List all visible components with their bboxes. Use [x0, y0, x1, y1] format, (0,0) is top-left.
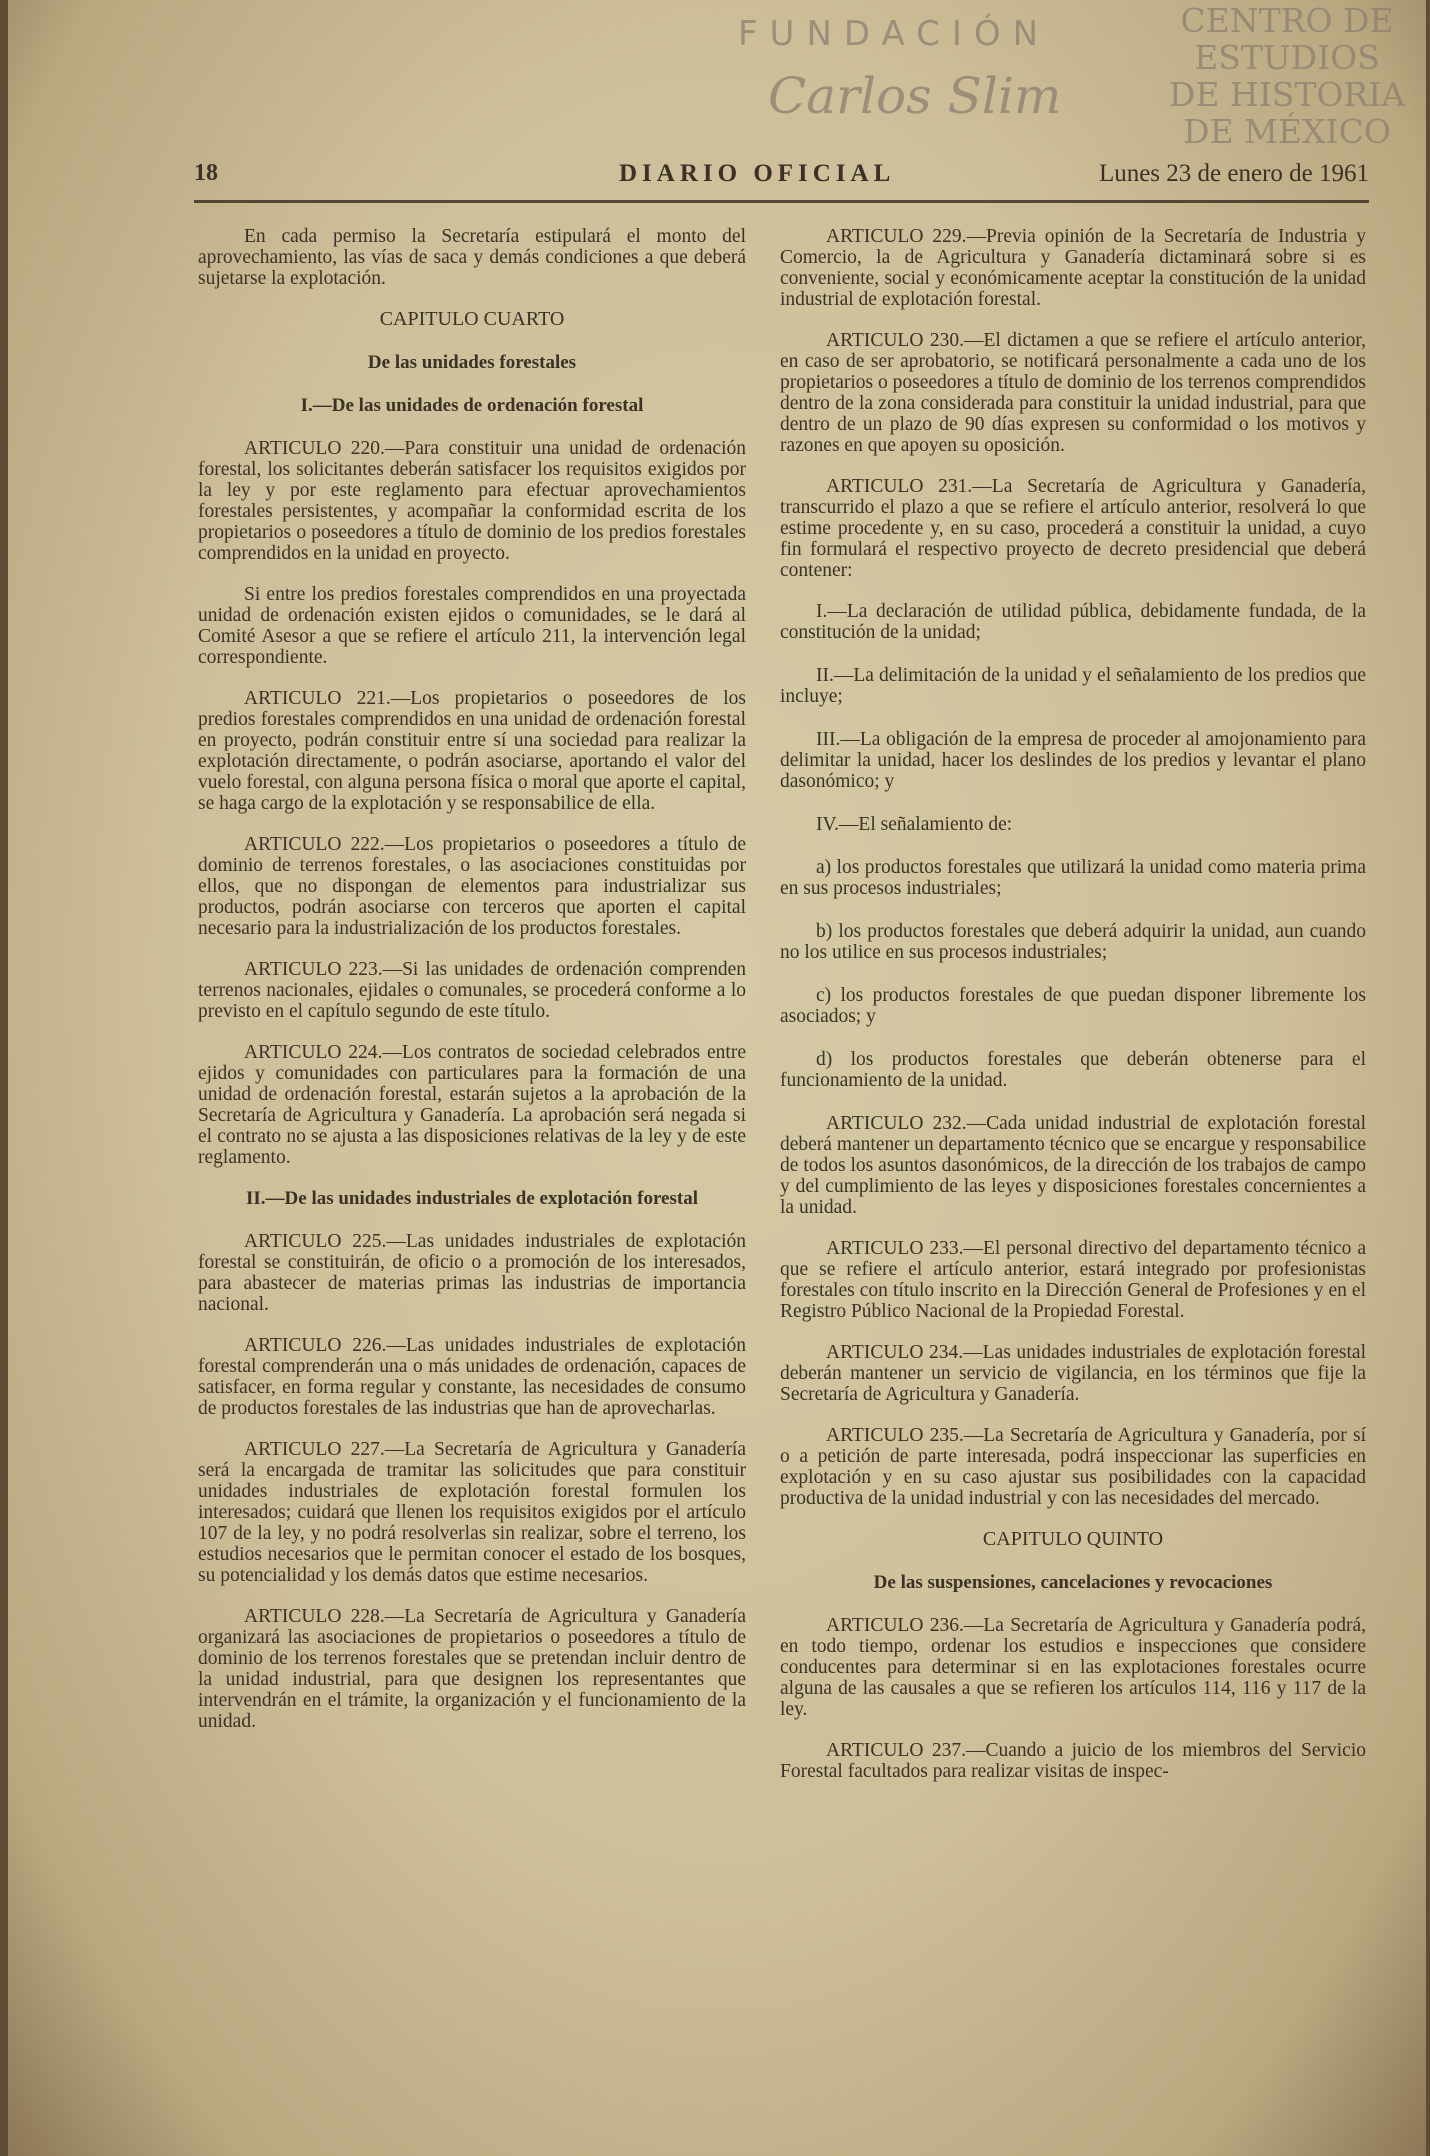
- watermark-line: ESTUDIOS: [1194, 38, 1380, 77]
- section-heading: II.—De las unidades industriales de explotación forestal: [246, 1188, 698, 1209]
- article-paragraph: En cada permiso la Secretaría estipulará el monto del aprovechamiento, las vías de saca y demás condiciones a que deberá sujetarse la explotación.: [198, 226, 746, 289]
- list-item: II.—La delimitación de la unidad y el señalamiento de los predios que incluye;: [780, 665, 1366, 707]
- list-item: a) los productos forestales que utilizará la unidad como materia prima en sus procesos industriales;: [780, 857, 1366, 899]
- left-column: [198, 226, 746, 1752]
- watermark-signature: Carlos Slim: [768, 67, 1062, 125]
- article-paragraph: ARTICULO 225.—Las unidades industriales de explotación forestal se constituirán, de oficio o a promoción de los interesados, para abastecer de materias primas las industrias de importancia nacional.: [198, 1231, 746, 1315]
- article-paragraph: ARTICULO 226.—Las unidades industriales de explotación forestal comprenderán una o más unidades de ordenación, capaces de satisfacer, en forma regular y constante, las necesidades de consumo de productos forestales de las industrias que han de aprovecharlas.: [198, 1335, 746, 1419]
- watermark-line: DE MÉXICO: [1183, 112, 1391, 151]
- article-paragraph: ARTICULO 227.—La Secretaría de Agricultura y Ganadería será la encargada de tramitar las solicitudes que para constituir unidades industriales de explotación forestal formulen los interesados; cuidará que llenen los requisitos exigidos por el artículo 107 de la ley, y no podrá resolverlas sin realizar, sobre el terreno, los estudios necesarios que le permitan conocer el estado de los bosques, su potencialidad y los demás datos que estime necesarios.: [198, 1439, 746, 1586]
- article-paragraph: ARTICULO 230.—El dictamen a que se refiere el artículo anterior, en caso de ser aprobatorio, se notificará personalmente a cada uno de los propietarios o poseedores a título de dominio de los terrenos comprendidos dentro de la zona considerada para constituir la unidad industrial, para que dentro de un plazo de 90 días expresen su conformidad o los motivos y razones en que apoyen su oposición.: [780, 330, 1366, 456]
- masthead: DIARIO OFICIAL: [619, 160, 896, 187]
- article-paragraph: ARTICULO 224.—Los contratos de sociedad celebrados entre ejidos y comunidades con particulares para la formación de una unidad de ordenación forestal, estarán sujetos a la aprobación de la Secretaría de Agricultura y Ganadería. La aprobación será negada si el contrato no se ajusta a las disposiciones relativas de la ley y de este reglamento.: [198, 1042, 746, 1168]
- header-rule: [194, 200, 1369, 203]
- article-paragraph: ARTICULO 222.—Los propietarios o poseedores a título de dominio de terrenos forestales, o las asociaciones constituidas por ellos, que no dispongan de elementos para industrializar sus productos, podrán asociarse con terceros que aporten el capital necesario para la industrialización de los productos forestales.: [198, 834, 746, 939]
- list-item: b) los productos forestales que deberá adquirir la unidad, aun cuando no los utilice en sus procesos industriales;: [780, 921, 1366, 963]
- article-paragraph: ARTICULO 223.—Si las unidades de ordenación comprenden terrenos nacionales, ejidales o comunales, se procederá conforme a lo previsto en el capítulo segundo de este título.: [198, 959, 746, 1022]
- watermark-archive: [1162, 2, 1412, 150]
- article-paragraph: ARTICULO 237.—Cuando a juicio de los miembros del Servicio Forestal facultados para realizar visitas de inspec-: [780, 1740, 1366, 1782]
- right-column: [780, 226, 1366, 1802]
- article-paragraph: ARTICULO 221.—Los propietarios o poseedores de los predios forestales comprendidos en una unidad de ordenación forestal en proyecto, podrán constituir entre sí una sociedad para realizar la explotación directamente, o podrán asociarse, aportando el valor del vuelo forestal, con alguna persona física o moral que aporte el capital, se haga cargo de la explotación y se responsabilice de ella.: [198, 688, 746, 814]
- article-paragraph: ARTICULO 233.—El personal directivo del departamento técnico a que se refiere el artículo anterior, estará integrado por profesionistas forestales con título inscrito en la Dirección General de Profesiones y en el Registro Público Nacional de la Propiedad Forestal.: [780, 1238, 1366, 1322]
- article-paragraph: ARTICULO 220.—Para constituir una unidad de ordenación forestal, los solicitantes deberán satisfacer los requisitos exigidos por la ley y por este reglamento para efectuar aprovechamientos forestales persistentes, y acompañar la conformidad escrita de los propietarios o poseedores a título de dominio de los predios forestales comprendidos en la unidad en proyecto.: [198, 438, 746, 564]
- list-item: d) los productos forestales que deberán obtenerse para el funcionamiento de la unidad.: [780, 1049, 1366, 1091]
- section-heading: I.—De las unidades de ordenación forestal: [300, 395, 644, 416]
- watermark-line: DE HISTORIA: [1168, 75, 1406, 114]
- article-paragraph: ARTICULO 232.—Cada unidad industrial de explotación forestal deberá mantener un departamento técnico que se encargue y responsabilice de todos los asuntos dasonómicos, de la dirección de los trabajos de campo y del cumplimiento de las leyes y disposiciones forestales concernientes a la unidad.: [780, 1113, 1366, 1218]
- list-item: I.—La declaración de utilidad pública, debidamente fundada, de la constitución de la unidad;: [780, 601, 1366, 643]
- article-paragraph: Si entre los predios forestales comprendidos en una proyectada unidad de ordenación existen ejidos o comunidades, se le dará al Comité Asesor a que se refiere el artículo 211, la intervención legal correspondiente.: [198, 584, 746, 668]
- watermark-line: CENTRO DE: [1180, 1, 1394, 40]
- page-number: 18: [194, 160, 218, 186]
- article-paragraph: ARTICULO 236.—La Secretaría de Agricultura y Ganadería podrá, en todo tiempo, ordenar los estudios e inspecciones que considere conducentes para determinar si en las explotaciones forestales ocurre alguna de las causales a que se refieren los artículos 114, 116 y 117 de la ley.: [780, 1615, 1366, 1720]
- section-heading: De las unidades forestales: [367, 352, 577, 373]
- watermark-foundation: FUNDACIÓN: [738, 14, 1051, 54]
- issue-date: Lunes 23 de enero de 1961: [1098, 160, 1369, 187]
- newspaper-page: [8, 0, 1426, 2156]
- chapter-heading: CAPITULO QUINTO: [982, 1528, 1164, 1550]
- page-header: [194, 160, 1369, 190]
- list-item: c) los productos forestales de que puedan disponer libremente los asociados; y: [780, 985, 1366, 1027]
- article-paragraph: ARTICULO 235.—La Secretaría de Agricultura y Ganadería, por sí o a petición de parte interesada, podrá inspeccionar las superficies en explotación y en su caso ajustar sus posibilidades con la capacidad productiva de la unidad industrial y con las necesidades del mercado.: [780, 1425, 1366, 1509]
- article-paragraph: ARTICULO 231.—La Secretaría de Agricultura y Ganadería, transcurrido el plazo a que se refiere el artículo anterior, resolverá lo que estime procedente y, en su caso, procederá a constituir la unidad, a cuyo fin formulará el respectivo proyecto de decreto presidencial que deberá contener:: [780, 476, 1366, 581]
- article-paragraph: ARTICULO 229.—Previa opinión de la Secretaría de Industria y Comercio, la de Agricultura y Ganadería dictaminará sobre si es conveniente, social y económicamente aceptar la constitución de la unidad industrial de explotación forestal.: [780, 226, 1366, 310]
- article-paragraph: ARTICULO 234.—Las unidades industriales de explotación forestal deberán mantener un servicio de vigilancia, en los términos que fije la Secretaría de Agricultura y Ganadería.: [780, 1342, 1366, 1405]
- section-heading: De las suspensiones, cancelaciones y revocaciones: [873, 1572, 1273, 1593]
- article-paragraph: ARTICULO 228.—La Secretaría de Agricultura y Ganadería organizará las asociaciones de propietarios o poseedores a título de dominio de los terrenos forestales que se pretendan incluir dentro de la unidad industrial, para que designen los representantes que intervendrán en el trámite, la organización y el funcionamiento de la unidad.: [198, 1606, 746, 1732]
- list-item: IV.—El señalamiento de:: [816, 814, 1013, 835]
- list-item: III.—La obligación de la empresa de proceder al amojonamiento para delimitar la unidad, hacer los deslindes de los predios y levantar el plano dasonómico; y: [780, 729, 1366, 792]
- chapter-heading: CAPITULO CUARTO: [379, 308, 565, 330]
